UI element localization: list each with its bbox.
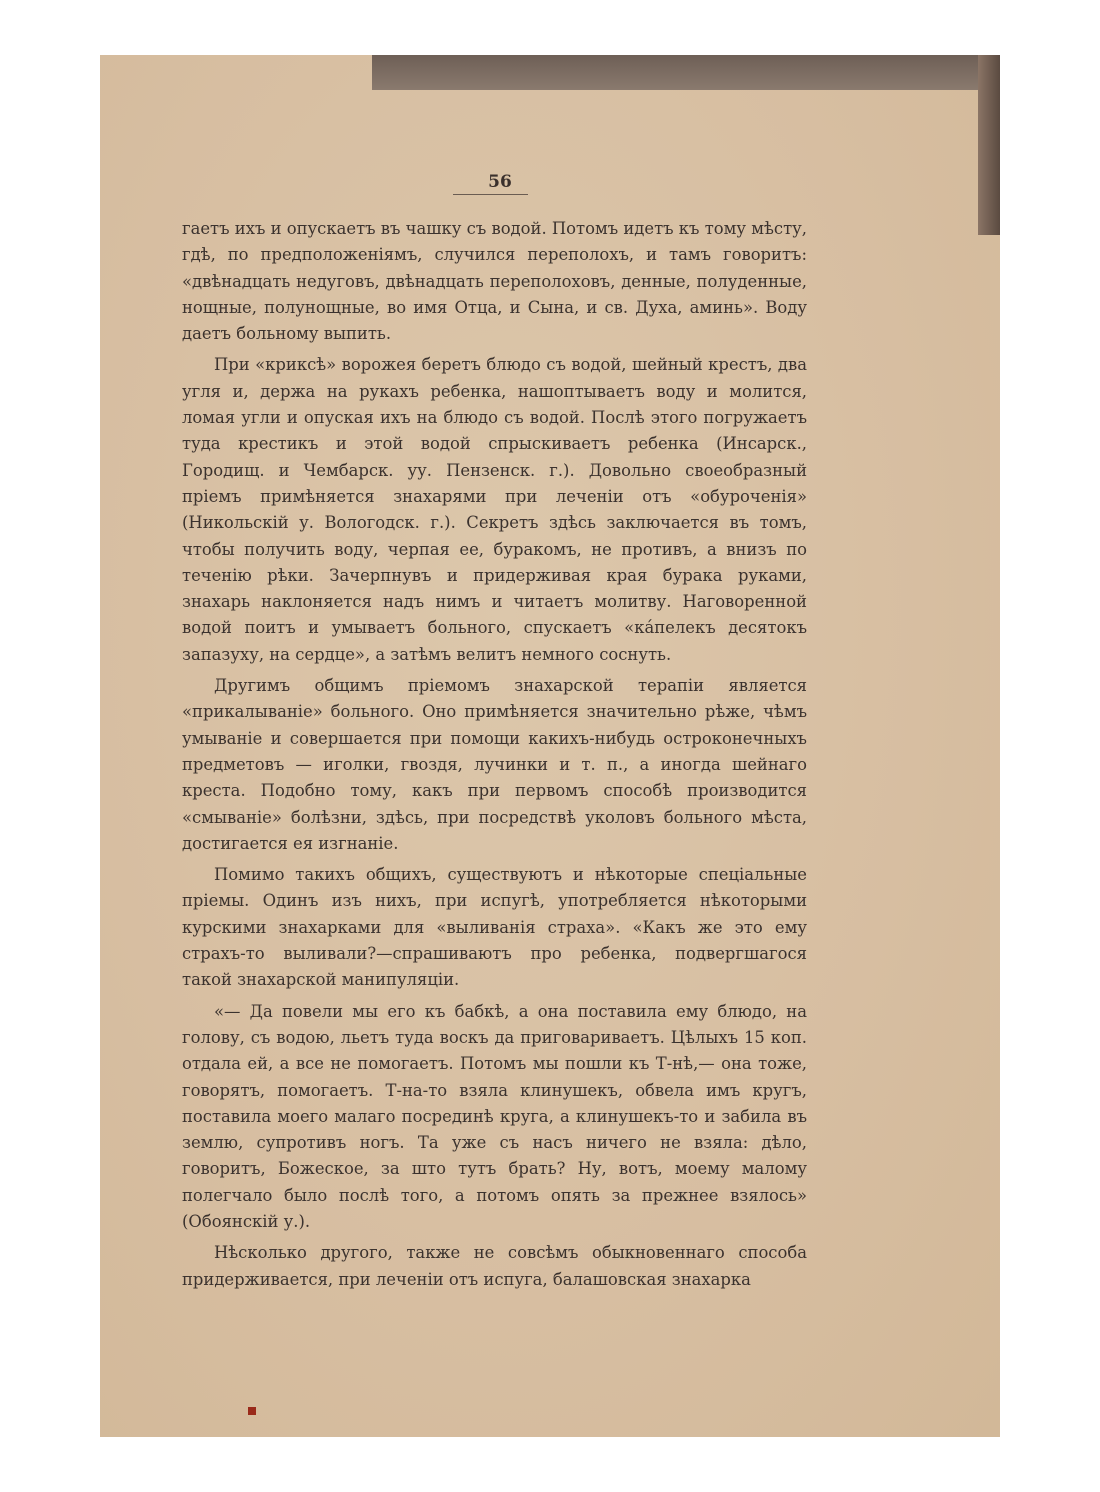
page-number: 56 [488,172,512,192]
page-edge-shadow-right [978,55,1000,235]
paragraph: Помимо такихъ общихъ, существуютъ и нѣкоторые спеціальные пріемы. Одинъ изъ нихъ, при испугѣ, употребляется нѣкоторыми курскими знахарками для «выливанія страха». «Какъ же это ему страхъ-то выливали?—спрашиваютъ про ребенка, подвергшагося такой знахарской манипуляціи. [182,865,807,990]
paragraph: Другимъ общимъ пріемомъ знахарской терапіи является «прикалываніе» больного. Оно примѣняется значительно рѣже, чѣмъ умываніе и совершается при помощи какихъ-нибудь остроконечныхъ предметовъ — иголки, гвоздя, лучинки и т. п., а иногда шейнаго креста. Подобно тому, какъ при первомъ способѣ производится «смываніе» болѣзни, здѣсь, при посредствѣ уколовъ больного мѣста, достигается ея изгнаніе. [182,676,807,853]
paragraph: гаетъ ихъ и опускаетъ въ чашку съ водой. Потомъ идетъ къ тому мѣсту, гдѣ, по предположеніямъ, случился переполохъ, и тамъ говоритъ: «двѣнадцать недуговъ, двѣнадцать переполоховъ, денные, полуденные, нощные, полунощные, во имя Отца, и Сына, и св. Духа, аминь». Воду даетъ больному выпить. [182,219,807,344]
red-mark [248,1407,256,1415]
paragraph: Нѣсколько другого, также не совсѣмъ обыкновеннаго способа придерживается, при леченіи отъ испуга, балашовская знахарка [182,1243,807,1289]
page-number-rule [453,194,528,195]
body-text [182,216,807,1298]
paragraph: При «криксѣ» ворожея беретъ блюдо съ водой, шейный крестъ, два угля и, держа на рукахъ ребенка, нашоптываетъ воду и молится, ломая угли и опуская ихъ на блюдо съ водой. Послѣ этого погружаетъ туда крестикъ и этой водой спрыскиваетъ ребенка (Инсарск., Городищ. и Чембарск. уу. Пензенск. г.). Довольно своеобразный пріемъ примѣняется знахарями при леченіи отъ «обуроченія» (Никольскій у. Вологодск. г.). Секретъ здѣсь заключается въ томъ, чтобы получить воду, черпая ее, буракомъ, не противъ, а внизъ по теченію рѣки. Зачерпнувъ и придерживая края бурака руками, знахарь наклоняется надъ нимъ и читаетъ молитву. Наговоренной водой поитъ и умываетъ больного, спускаетъ «кáпелекъ десятокъ запазуху, на сердце», а затѣмъ велитъ немного соснуть. [182,355,807,664]
page-edge-shadow [372,55,1000,90]
paragraph: «— Да повели мы его къ бабкѣ, а она поставила ему блюдо, на голову, съ водою, льетъ туда воскъ да приговариваетъ. Цѣлыхъ 15 коп. отдала ей, а все не помогаетъ. Потомъ мы пошли къ Т-нѣ,— она тоже, говорятъ, помогаетъ. Т-на-то взяла клинушекъ, обвела имъ кругъ, поставила моего малаго посрединѣ круга, а клинушекъ-то и забила въ землю, супротивъ ногъ. Та уже съ насъ ничего не взяла: дѣло, говоритъ, Божеское, за што тутъ брать? Ну, вотъ, моему малому полегчало было послѣ того, а потомъ опять за прежнее взялось» (Обоянскій у.). [182,1001,807,1231]
